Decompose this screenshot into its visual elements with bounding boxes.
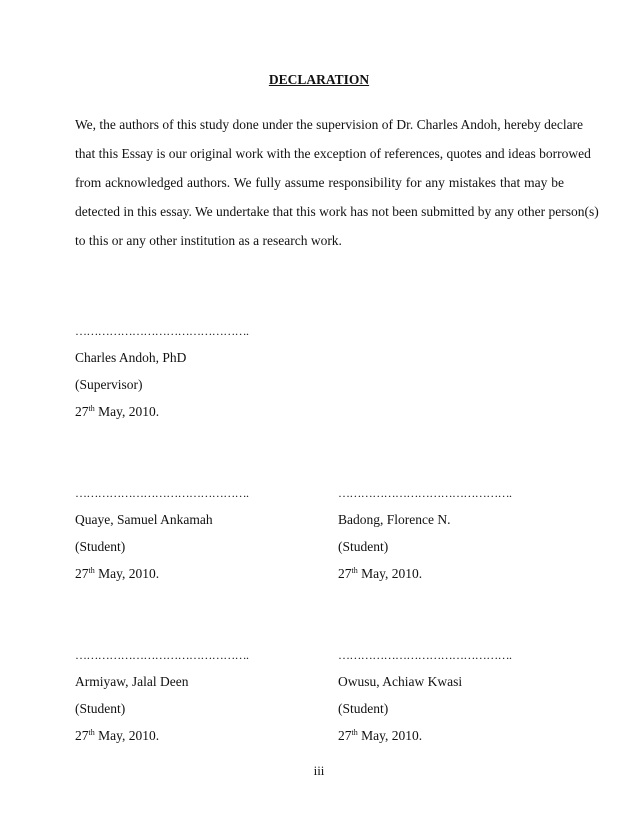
page-title: DECLARATION <box>268 72 370 87</box>
paragraph-line: detected in this essay. We undertake that this work has not been submitted by any other person(s) <box>75 204 599 219</box>
signatory-name: Badong, Florence N. <box>338 512 451 527</box>
signature-date <box>75 403 248 421</box>
signature-date <box>338 565 511 583</box>
date-rest: May, 2010. <box>94 404 160 419</box>
date-day: 27 <box>75 404 89 419</box>
date-day: 27 <box>338 728 352 743</box>
date-suffix: th <box>88 566 95 575</box>
date-day: 27 <box>75 728 89 743</box>
signature-date <box>75 727 248 745</box>
signatory-role: (Student) <box>75 539 126 554</box>
signatory-role: (Student) <box>338 539 389 554</box>
paragraph-line: that this Essay is our original work with the exception of references, quotes and ideas borrowed <box>75 146 591 161</box>
signature-block-supervisor <box>75 322 248 430</box>
date-rest: May, 2010. <box>357 728 423 743</box>
signature-block-student <box>338 484 511 592</box>
signature-line: ………………………………………. <box>75 324 249 338</box>
signatory-name: Owusu, Achiaw Kwasi <box>338 674 463 689</box>
signature-block-student <box>75 646 248 754</box>
signature-block-student <box>338 646 511 754</box>
signatory-name: Charles Andoh, PhD <box>75 350 187 365</box>
date-rest: May, 2010. <box>357 566 423 581</box>
signature-block-student <box>75 484 248 592</box>
signature-line: ………………………………………. <box>338 486 512 500</box>
paragraph-line: from acknowledged authors. We fully assume responsibility for any mistakes that may be <box>75 175 564 190</box>
page-number: iii <box>313 763 325 778</box>
date-day: 27 <box>338 566 352 581</box>
date-suffix: th <box>88 404 95 413</box>
signature-line: ………………………………………. <box>338 648 512 662</box>
signature-line: ………………………………………. <box>75 648 249 662</box>
paragraph-line: We, the authors of this study done under the supervision of Dr. Charles Andoh, hereby declare <box>75 117 584 132</box>
date-rest: May, 2010. <box>94 566 160 581</box>
signatory-role: (Student) <box>338 701 389 716</box>
paragraph-line: to this or any other institution as a research work. <box>75 233 342 248</box>
signatory-name: Quaye, Samuel Ankamah <box>75 512 213 527</box>
signature-line: ………………………………………. <box>75 486 249 500</box>
date-rest: May, 2010. <box>94 728 160 743</box>
signature-date <box>75 565 248 583</box>
signature-date <box>338 727 511 745</box>
date-suffix: th <box>351 728 358 737</box>
date-suffix: th <box>351 566 358 575</box>
signatory-name: Armiyaw, Jalal Deen <box>75 674 189 689</box>
signatory-role: (Supervisor) <box>75 377 143 392</box>
signatory-role: (Student) <box>75 701 126 716</box>
date-suffix: th <box>88 728 95 737</box>
date-day: 27 <box>75 566 89 581</box>
